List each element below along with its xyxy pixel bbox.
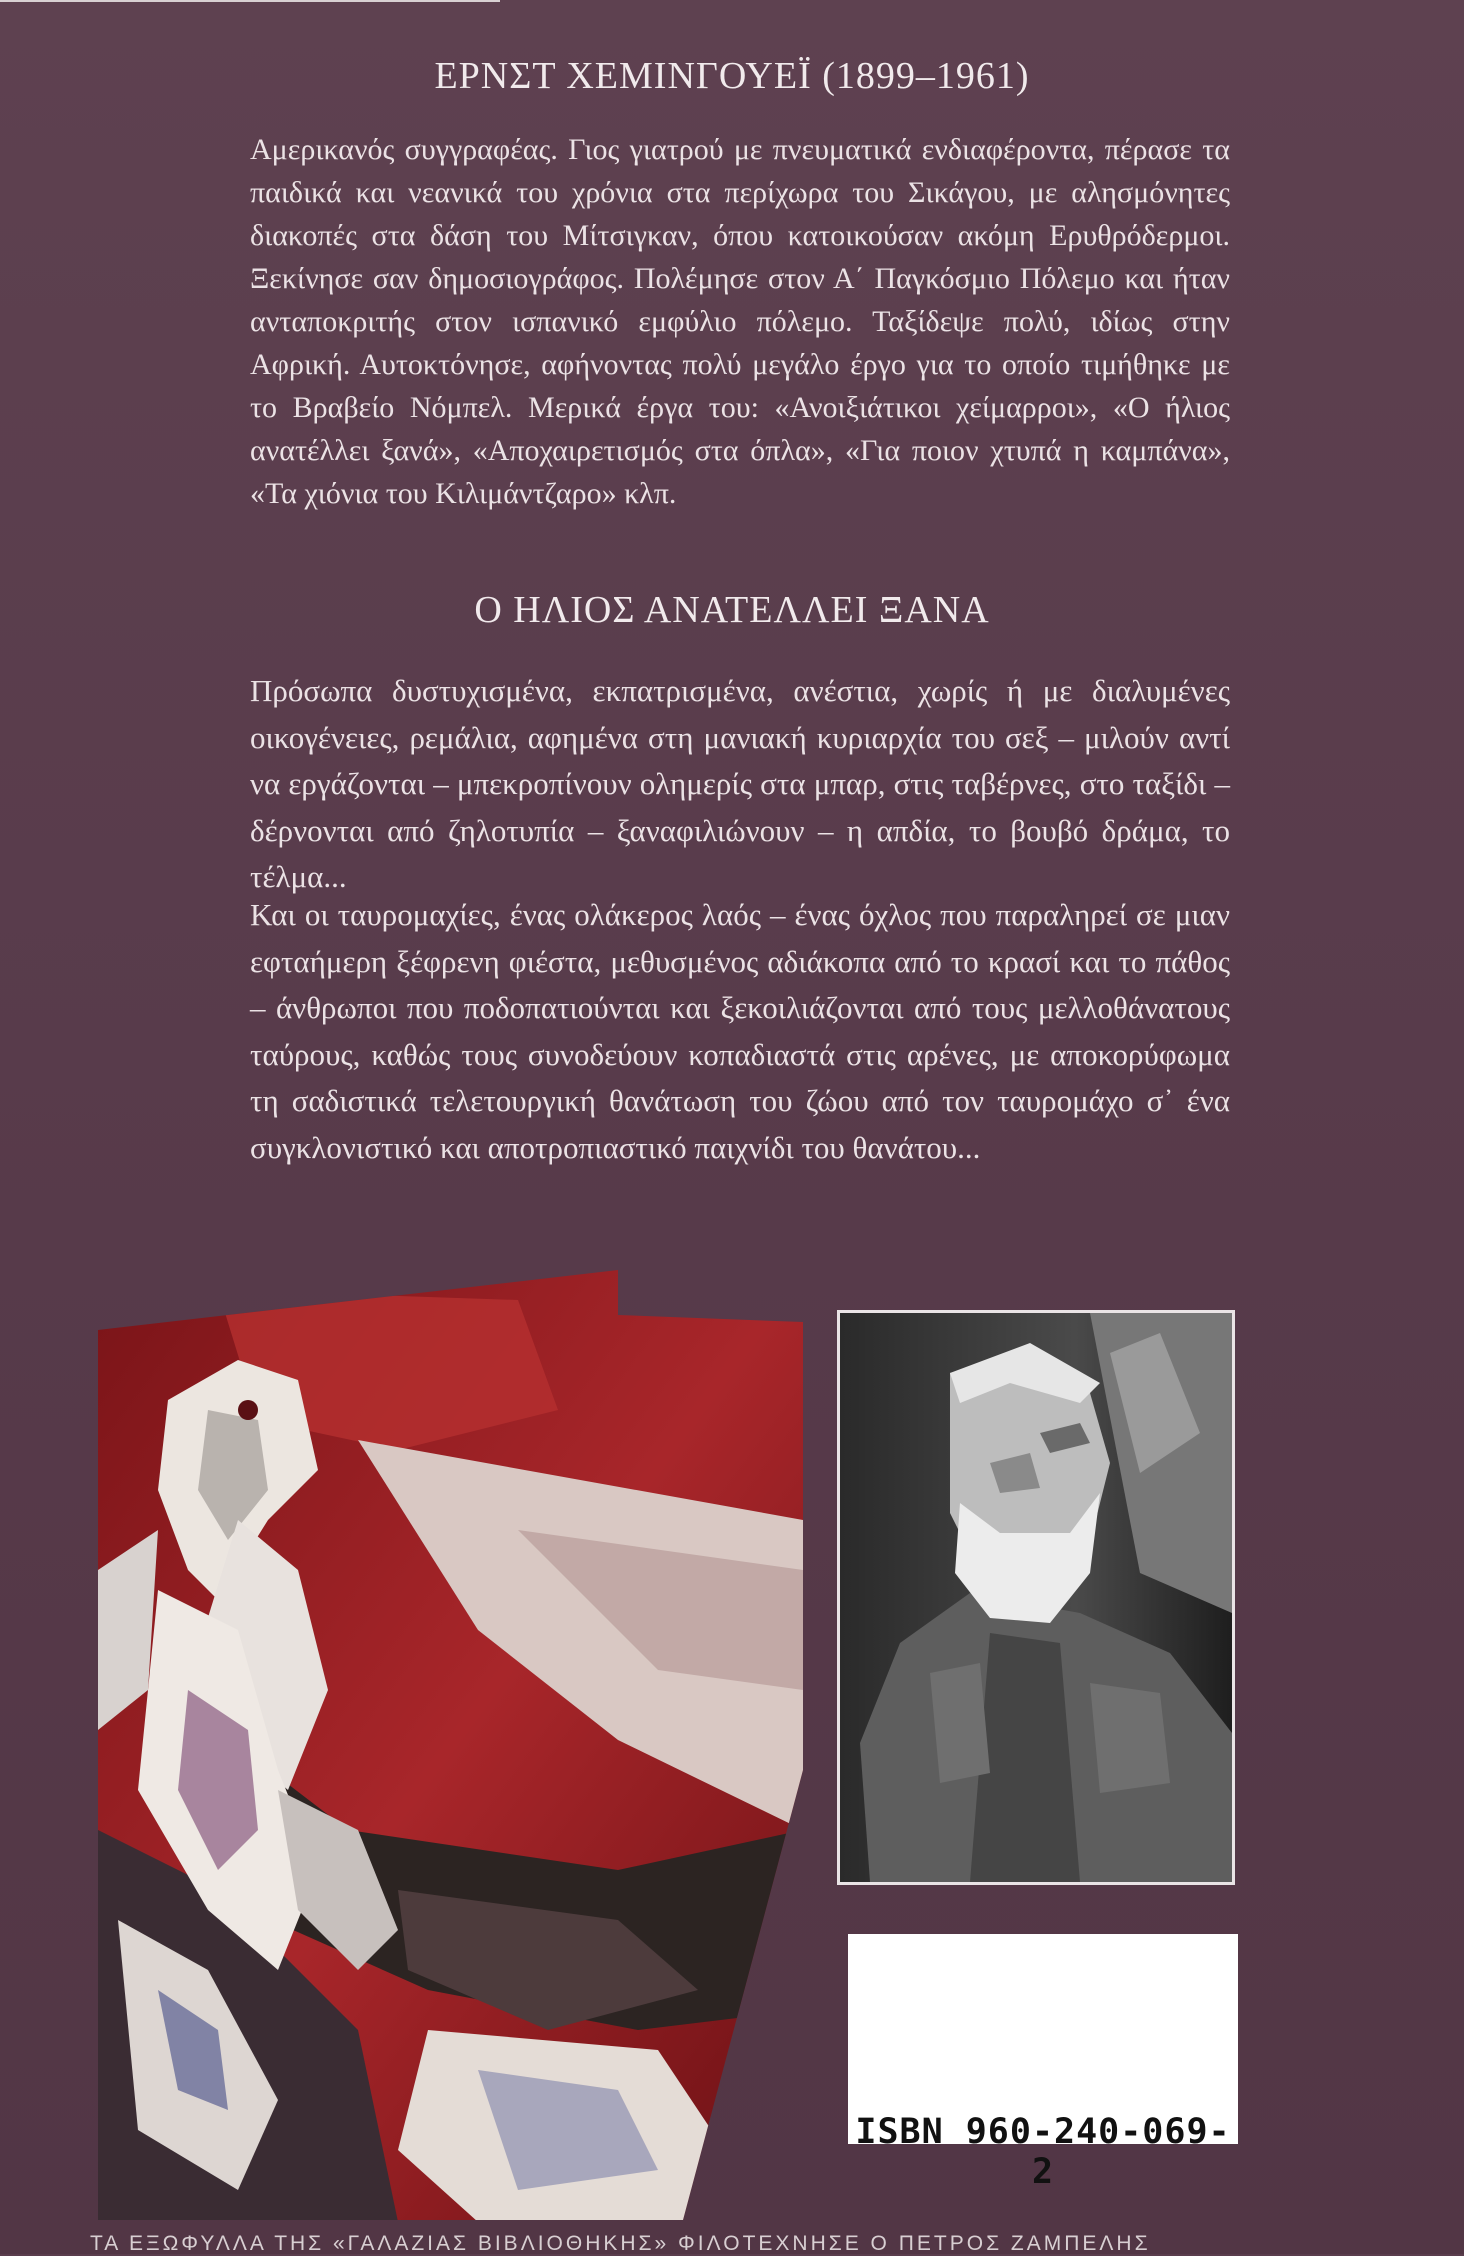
top-edge-line <box>0 0 500 2</box>
book-description-paragraph-1: Πρόσωπα δυστυχισμένα, εκπατρισμένα, ανέστια, χωρίς ή με διαλυμένες οικογένειες, ρεμάλια, αφημένα στη μανιακή κυριαρχία του σεξ – μιλούν αντί να εργάζονται – μπεκροπίνουν ολημερίς στα μπαρ, στις ταβέρνες, στο ταξίδι – δέρνονται από ζηλοτυπία – ξαναφιλιώνουν – η απδία, το βουβό δράμα, το τέλμα... <box>250 673 1230 894</box>
author-photo <box>837 1310 1235 1885</box>
author-heading: ΕΡΝΣΤ ΧΕΜΙΝΓΟΥΕΪ (1899–1961) <box>434 55 1030 97</box>
bull-painting <box>98 1270 803 2222</box>
isbn-number: ISBN 960-240-069-2 <box>855 2112 1231 2192</box>
cover-credit-line: ΤΑ ΕΞΩΦΥΛΛΑ ΤΗΣ «ΓΑΛΑΖΙΑΣ ΒΙΒΛΙΟΘΗΚΗΣ» ΦΙΛΟΤΕΧΝΗΣΕ Ο ΠΕΤΡΟΣ ΖΑΜΠΕΛΗΣ <box>90 2232 1151 2255</box>
author-biography: Αμερικανός συγγραφέας. Γιος γιατρού με πνευματικά ενδιαφέροντα, πέρασε τα παιδικά και νεανικά του χρόνια στα περίχωρα του Σικάγου, με αλησμόνητες διακοπές στα δάση του Μίτσιγκαν, όπου κατοικούσαν ακόμη Ερυθρόδερμοι. Ξεκίνησε σαν δημοσιογράφος. Πολέμησε στον Α΄ Παγκόσμιο Πόλεμο και ήταν ανταποκριτής στον ισπανικό εμφύλιο πόλεμο. Ταξίδεψε πολύ, ιδίως στην Αφρική. Αυτοκτόνησε, αφήνοντας πολύ μεγάλο έργο για το οποίο τιμήθηκε με το Βραβείο Νόμπελ. Μερικά έργα του: «Ανοιξιάτικοι χείμαρροι», «Ο ήλιος ανατέλλει ξανά», «Αποχαιρετισμός στα όπλα», «Για ποιον χτυπά η καμπάνα», «Τα χιόνια του Κιλιμάντζαρο» κλπ. <box>250 133 1230 510</box>
author-portrait-image <box>840 1313 1232 1882</box>
book-description-paragraph-2: Και οι ταυρομαχίες, ένας ολάκερος λαός – ένας όχλος που παραληρεί σε μιαν εφταήμερη ξέφρενη φιέστα, μεθυσμένος αδιάκοπα από το κρασί και το πάθος – άνθρωποι που ποδοπατιούνται και ξεκοιλιάζονται από τους μελλοθάνατους ταύρους, καθώς τους συνοδεύουν κοπαδιαστά στις αρένες, με αποκορύφωμα τη σαδιστικά τελετουργική θανάτωση του ζώου από τον ταυρομάχο σ᾿ ένα συγκλονιστικό και αποτροπιαστικό παιχνίδι του θανάτου... <box>250 897 1230 1165</box>
book-title-heading: Ο ΗΛΙΟΣ ΑΝΑΤΕΛΛΕΙ ΞΑΝΑ <box>474 589 990 631</box>
